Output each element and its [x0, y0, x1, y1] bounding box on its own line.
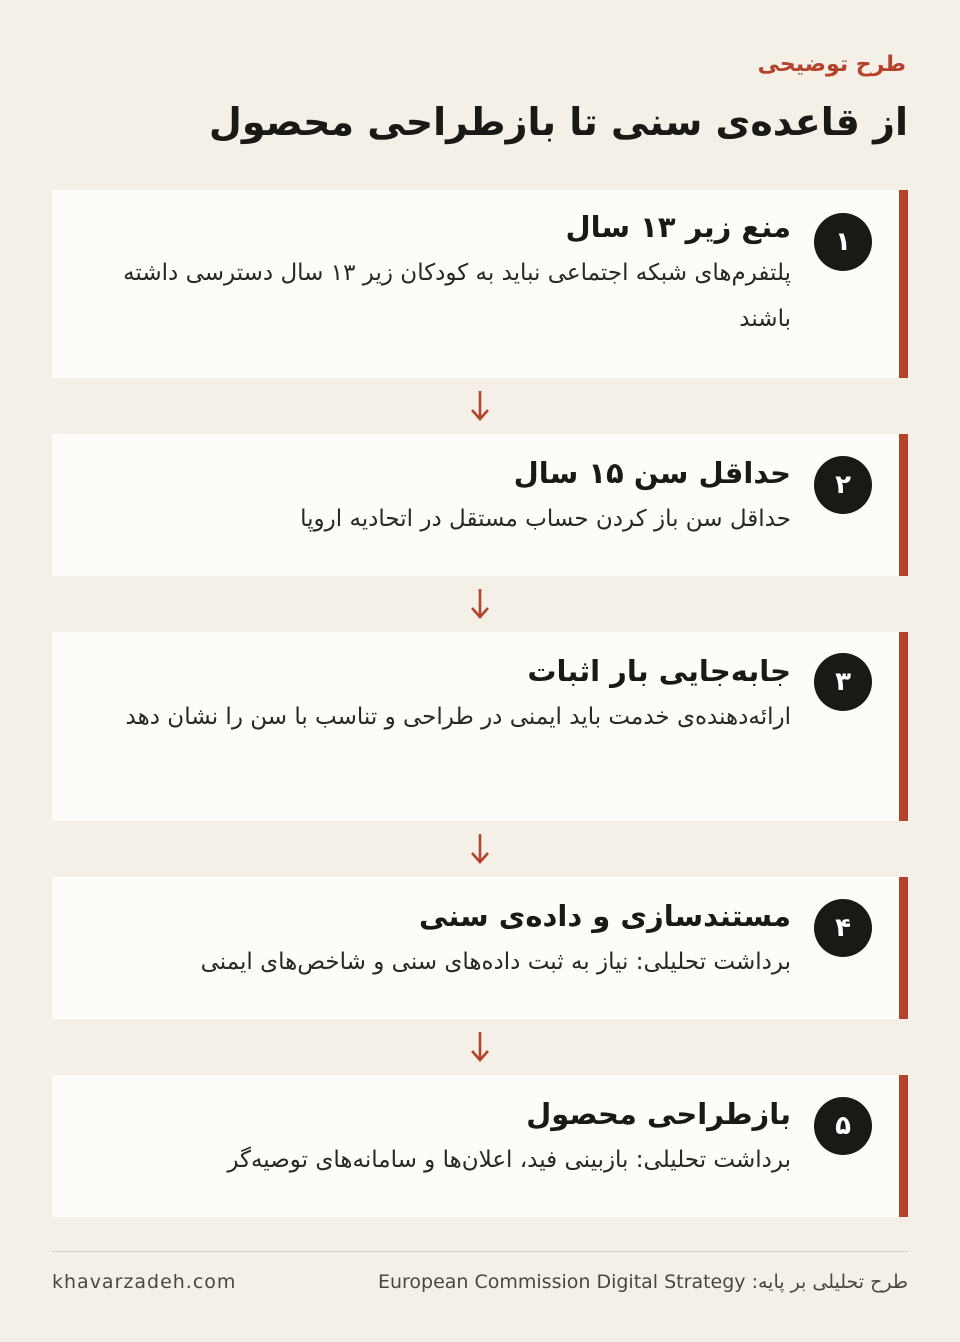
step-list: [52, 190, 908, 1217]
step-content: [84, 654, 791, 740]
arrow-down-icon: [468, 832, 492, 866]
step-title: منع زیر ۱۳ سال: [565, 210, 791, 244]
step-card-2: [52, 434, 908, 576]
step-content: [84, 456, 791, 542]
step-content: [84, 899, 791, 985]
step-card-4: [52, 877, 908, 1019]
step-card-1: [52, 190, 908, 378]
step-description: پلتفرم‌های شبکه اجتماعی نباید به کودکان زیر ۱۳ سال دسترسی داشته باشند: [123, 260, 791, 332]
step-card-5: [52, 1075, 908, 1217]
step-connector: [52, 576, 908, 632]
step-connector: [52, 1019, 908, 1075]
source-credit: طرح تحلیلی بر پایه: European Commission Digital Strategy: [377, 1271, 908, 1293]
page-title: از قاعده‌ی سنی تا بازطراحی محصول: [208, 100, 908, 144]
step-connector: [52, 821, 908, 877]
footer-divider: [52, 1251, 908, 1252]
step-content: [84, 1097, 791, 1183]
arrow-down-icon: [468, 587, 492, 621]
step-card-3: [52, 632, 908, 821]
arrow-down-icon: [468, 1030, 492, 1064]
step-title: مستندسازی و داده‌ی سنی: [419, 899, 791, 933]
step-number-badge: ۵: [814, 1097, 872, 1155]
step-description: برداشت تحلیلی: بازبینی فید، اعلان‌ها و سامانه‌های توصیه‌گر: [227, 1147, 791, 1173]
step-description: حداقل سن باز کردن حساب مستقل در اتحادیه اروپا: [300, 506, 791, 532]
site-url: khavarzadeh.com: [52, 1271, 237, 1293]
arrow-down-icon: [468, 389, 492, 423]
step-connector: [52, 378, 908, 434]
step-title: بازطراحی محصول: [526, 1097, 791, 1131]
step-description: ارائه‌دهنده‌ی خدمت باید ایمنی در طراحی و تناسب با سن را نشان دهد: [125, 704, 791, 730]
step-description: برداشت تحلیلی: نیاز به ثبت داده‌های سنی و شاخص‌های ایمنی: [200, 949, 791, 975]
step-title: جابه‌جایی بار اثبات: [527, 654, 791, 688]
step-number-badge: ۳: [814, 653, 872, 711]
step-number-badge: ۴: [814, 899, 872, 957]
step-number-badge: ۲: [814, 456, 872, 514]
step-title: حداقل سن ۱۵ سال: [513, 456, 791, 490]
step-content: [84, 210, 791, 342]
kicker-label: طرح توضیحی: [757, 52, 906, 77]
step-number-badge: ۱: [814, 213, 872, 271]
